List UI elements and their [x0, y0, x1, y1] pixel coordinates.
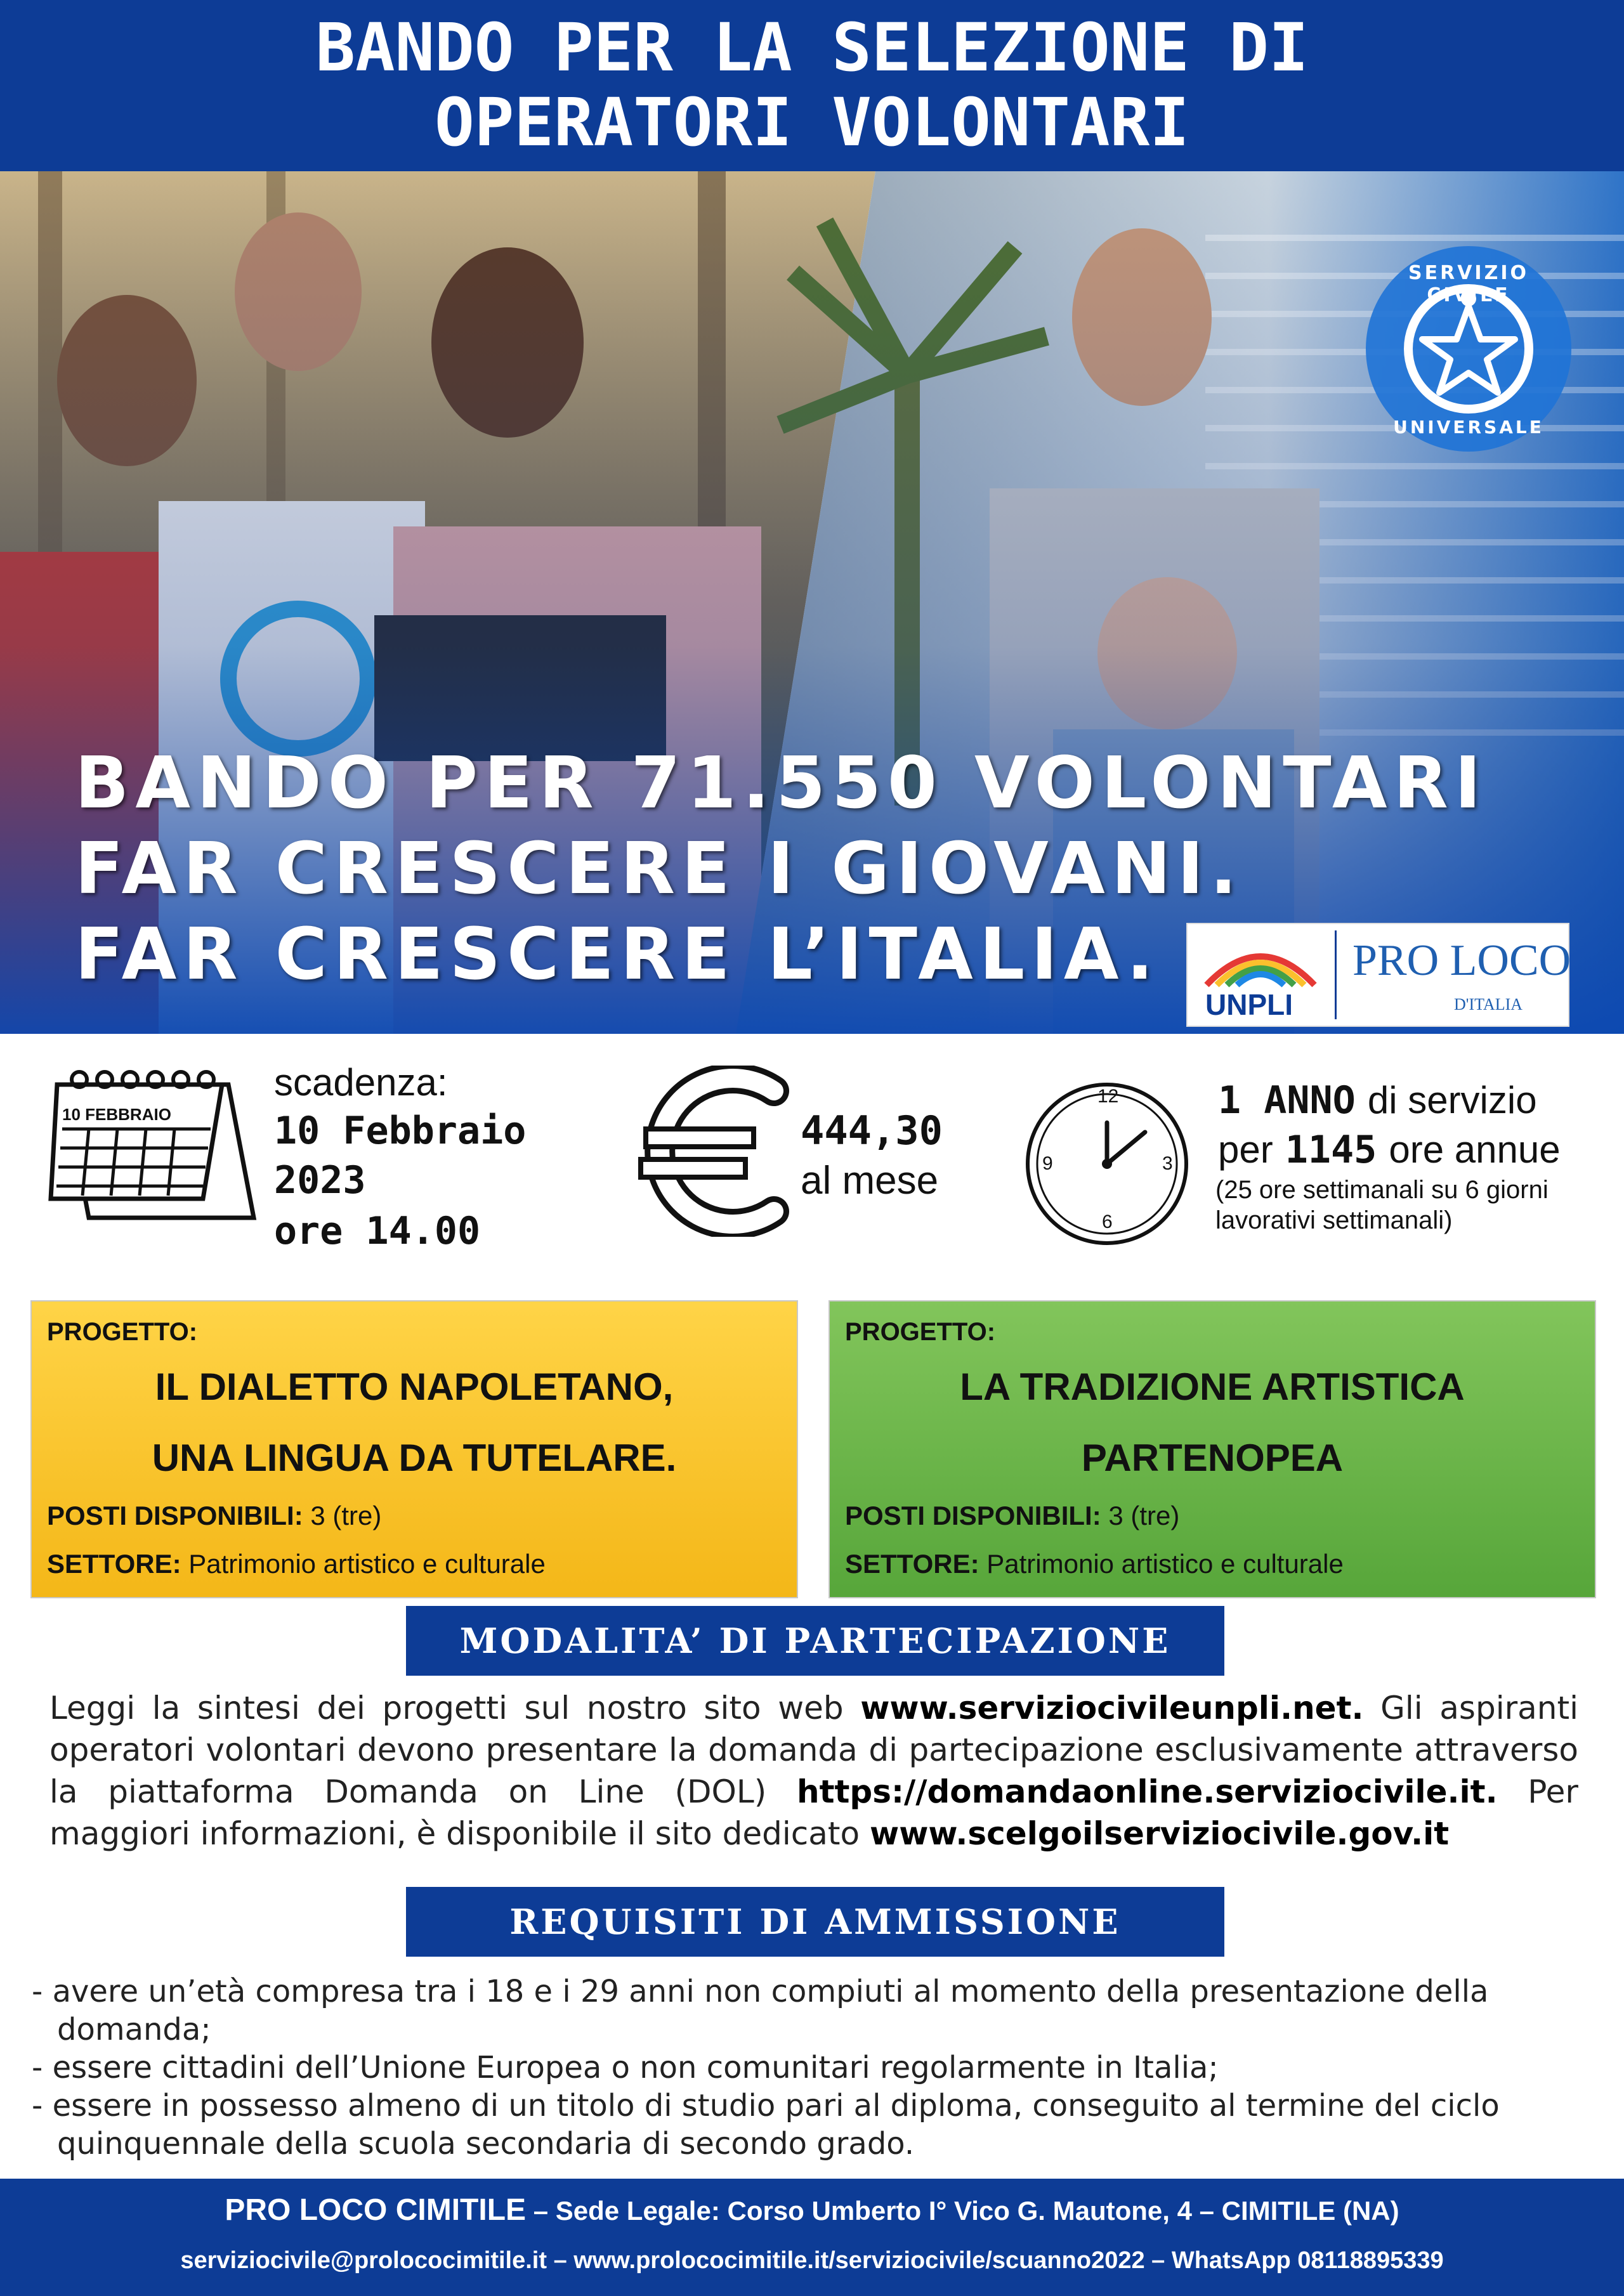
link-domandaonline[interactable]: https://domandaonline.serviziocivile.it.	[797, 1773, 1498, 1810]
project-label: PROGETTO:	[845, 1318, 996, 1346]
deadline-date: 10 Febbraio	[274, 1109, 527, 1153]
settore-label: SETTORE:	[845, 1549, 979, 1579]
project-title-line-2: UNA LINGUA DA TUTELARE.	[152, 1437, 677, 1479]
posti-label: POSTI DISPONIBILI:	[47, 1501, 303, 1530]
proloco-text: PRO LOCO	[1352, 936, 1571, 985]
hours-line	[1218, 1128, 1561, 1172]
footer-org: PRO LOCO CIMITILE	[225, 2193, 527, 2227]
hours-prefix: per	[1218, 1128, 1273, 1171]
hours-note-2: lavorativi settimanali)	[1215, 1206, 1453, 1234]
link-scelgoilserviziocivile[interactable]: www.scelgoilserviziocivile.gov.it	[870, 1815, 1450, 1852]
clock-numeral-9: 9	[1042, 1153, 1053, 1174]
footer-address-line	[0, 2193, 1624, 2228]
clock-numeral-6: 6	[1102, 1211, 1113, 1232]
settore-label: SETTORE:	[47, 1549, 181, 1579]
euro-icon	[634, 1066, 793, 1237]
allowance-period: al mese	[801, 1159, 939, 1203]
unpli-proloco-logo	[1186, 923, 1569, 1027]
duration-years: 1 ANNO	[1218, 1078, 1356, 1123]
duration-rest: di servizio	[1367, 1079, 1537, 1121]
project-settore	[845, 1549, 1344, 1579]
hours-rest: ore annue	[1389, 1128, 1561, 1171]
hero-headline-3: FAR CRESCERE L’ITALIA.	[75, 913, 1160, 996]
clock-numeral-12: 12	[1097, 1086, 1119, 1107]
page-header	[0, 0, 1624, 171]
project-label: PROGETTO:	[47, 1318, 198, 1346]
project-settore	[47, 1549, 546, 1579]
hours-value: 1145	[1285, 1128, 1377, 1172]
duration-line	[1218, 1078, 1537, 1123]
unpli-rainbow-icon	[1200, 934, 1321, 991]
project-posti	[47, 1501, 381, 1531]
badge-text-bottom: UNIVERSALE	[1393, 417, 1544, 438]
requisito-item: - essere cittadini dell’Unione Europea o non comunitari regolarmente in Italia;	[32, 2050, 1219, 2085]
modalita-heading: MODALITA’ DI PARTECIPAZIONE	[406, 1606, 1224, 1676]
project-title-line-2: PARTENOPEA	[1081, 1437, 1344, 1479]
calendar-date-label: 10 FEBBRAIO	[62, 1105, 171, 1124]
settore-value: Patrimonio artistico e culturale	[181, 1549, 546, 1579]
link-serviziocivileunpli[interactable]: www.serviziocivileunpli.net.	[860, 1690, 1364, 1726]
page-title-line-1: BANDO PER LA SELEZIONE DI	[315, 9, 1309, 86]
project-posti	[845, 1501, 1179, 1531]
hours-note-1: (25 ore settimanali su 6 giorni	[1215, 1176, 1549, 1204]
footer-address: – Sede Legale: Corso Umberto I° Vico G. Mautone, 4 – CIMITILE (NA)	[526, 2196, 1399, 2226]
posti-label: POSTI DISPONIBILI:	[845, 1501, 1101, 1530]
clock-numeral-3: 3	[1162, 1153, 1173, 1174]
requisiti-list	[32, 1973, 1599, 2163]
servizio-civile-universale-logo	[1364, 244, 1573, 453]
page-title-line-2: OPERATORI VOLONTARI	[435, 84, 1189, 161]
requisito-item: - essere in possesso almeno di un titolo di studio pari al diploma, conseguito al termine del ciclo quinquennale della scuola secondaria di secondo grado.	[32, 2088, 1500, 2162]
requisiti-heading: REQUISITI DI AMMISSIONE	[406, 1887, 1224, 1957]
project-title-line-1: LA TRADIZIONE ARTISTICA	[960, 1366, 1465, 1408]
hero-headline-1: BANDO PER 71.550 VOLONTARI	[75, 742, 1488, 825]
deadline-time: ore 14.00	[274, 1209, 481, 1253]
allowance-amount: 444,30	[801, 1107, 943, 1154]
logo-divider	[1335, 930, 1337, 1019]
settore-value: Patrimonio artistico e culturale	[979, 1549, 1344, 1579]
project-card-1	[30, 1300, 798, 1598]
modalita-text-1: Leggi la sintesi dei progetti sul nostro sito web	[49, 1690, 861, 1726]
modalita-text-2: Gli aspiranti operatori volontari devono presentare la domanda di partecipazione esclusivamente attraverso la piattaforma Domanda on Line (DOL)	[49, 1690, 1578, 1810]
deadline-year: 2023	[274, 1158, 366, 1203]
unpli-text: UNPLI	[1205, 988, 1293, 1021]
requisito-item: - avere un’età compresa tra i 18 e i 29 anni non compiuti al momento della presentazione della domanda;	[32, 1974, 1489, 2047]
modalita-text-3: Per maggiori informazioni, è disponibile il sito dedicato	[49, 1773, 1578, 1852]
posti-value: 3 (tre)	[1101, 1501, 1180, 1530]
hero-headline-2: FAR CRESCERE I GIOVANI.	[75, 828, 1243, 910]
modalita-paragraph	[49, 1687, 1578, 1855]
page-footer	[0, 2179, 1624, 2296]
project-title-line-1: IL DIALETTO NAPOLETANO,	[155, 1366, 674, 1408]
calendar-icon	[44, 1066, 260, 1224]
project-card-2	[828, 1300, 1596, 1598]
proloco-subtext: D'ITALIA	[1454, 995, 1523, 1014]
badge-text-top: SERVIZIO CIVILE	[1408, 262, 1529, 306]
posti-value: 3 (tre)	[303, 1501, 382, 1530]
footer-contacts[interactable]: serviziocivile@prolococimitile.it – www.prolococimitile.it/serviziocivile/scuanno2022 – WhatsApp 08118895339	[180, 2247, 1444, 2274]
deadline-label: scadenza:	[274, 1061, 448, 1104]
